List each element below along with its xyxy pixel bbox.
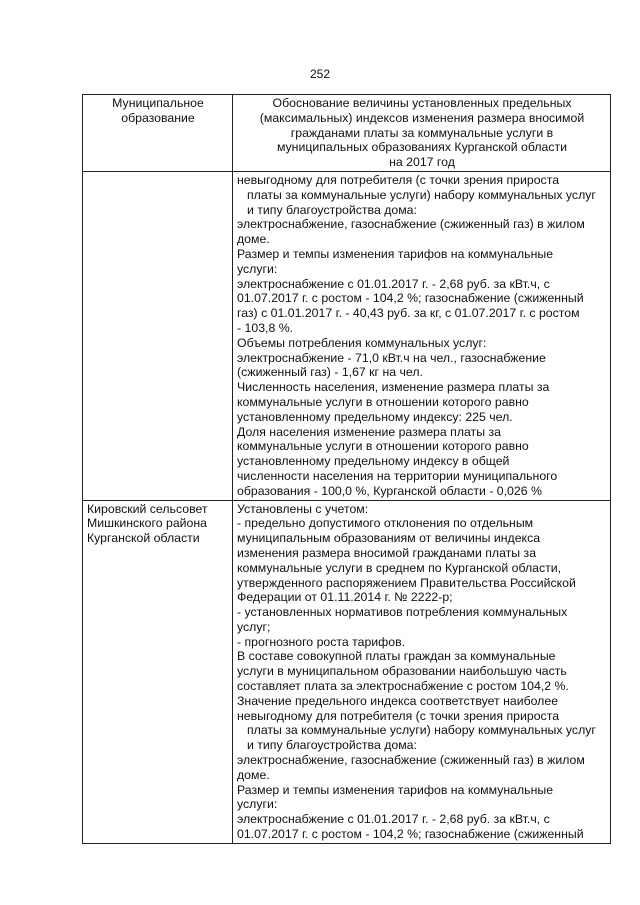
justification-text-line: услуги: [237,797,278,812]
justification-text-line: коммунальные услуги в отношении которого равно [237,394,529,409]
justification-text-line: услуги: [237,261,278,276]
justification-text-line: коммунальные услуги в отношении которого равно [237,439,529,454]
justification-text-line: невыгодному для потребителя (с точки зрения прироста [237,172,560,187]
justification-text-line: коммунальные услуги в среднем по Курганской области, [237,560,562,575]
justification-table [82,94,611,844]
justification-cell [233,500,611,843]
table-header-row [83,95,611,172]
justification-text-line: установленному предельному индексу в общей [237,454,510,469]
justification-text-line: Федерации от 01.11.2014 г. № 2222-р; [237,590,453,605]
justification-text-line: платы за коммунальные услуги) набору коммунальных услуг [247,723,596,738]
justification-text-line: электроснабжение, газоснабжение (сжиженный газ) в жилом [237,217,585,232]
header-text-line: муниципальных образованиях Курганской области [276,140,568,155]
justification-text-line: образования - 100,0 %, Курганской области - 0,026 % [237,483,542,498]
justification-text-line: электроснабжение с 01.01.2017 г. - 2,68 руб. за кВт.ч, с [237,276,550,291]
justification-text-line: - предельно допустимого отклонения по отдельным [237,516,534,531]
header-text-line: Обоснование величины установленных предельных [272,96,572,110]
justification-text-line: и типу благоустройства дома: [247,202,417,217]
justification-text-line: доме. [237,232,270,247]
header-municipality-cell [83,95,233,172]
justification-text-line: электроснабжение - 71,0 кВт.ч на чел., газоснабжение [237,350,546,365]
municipality-name-line: Кировский сельсовет [87,501,208,516]
header-text-line: (максимальных) индексов изменения размера вносимой [259,110,585,125]
justification-text-line: Размер и темпы изменения тарифов на коммунальные [237,246,554,261]
header-text-line: Муниципальное [112,96,204,110]
justification-text-line: установленному предельному индексу: 225 чел. [237,409,513,424]
header-text-line: на 2017 год [389,155,455,170]
justification-text-line: Значение предельного индекса соответствует наиболее [237,693,559,708]
justification-text-line: - установленных нормативов потребления коммунальных [237,605,568,620]
justification-text-line: - 103,8 %. [237,320,294,335]
justification-text-line: электроснабжение, газоснабжение (сжиженный газ) в жилом [237,753,585,768]
justification-text-line: Объемы потребления коммунальных услуг: [237,335,487,350]
justification-text-line: услуги в муниципальном образовании наибольшую часть [237,664,567,679]
justification-text-line: численности населения на территории муниципального [237,468,558,483]
justification-text-line: Установлены с учетом: [237,501,369,516]
justification-text-line: невыгодному для потребителя (с точки зрения прироста [237,708,560,723]
justification-text-line: газ) с 01.01.2017 г. - 40,43 руб. за кг, с 01.07.2017 г. с ростом [237,306,580,321]
justification-text-line: электроснабжение с 01.01.2017 г. - 2,68 руб. за кВт.ч, с [237,812,550,827]
municipality-cell [83,171,233,500]
table-row [83,500,611,843]
justification-text-line: 01.07.2017 г. с ростом - 104,2 %; газоснабжение (сжиженный [237,291,584,306]
justification-text-line: (сжиженный газ) - 1,67 кг на чел. [237,365,423,380]
municipality-name-line: Курганской области [87,531,200,546]
justification-text-line: изменения размера вносимой гражданами платы за [237,545,537,560]
justification-text-line: и типу благоустройства дома: [247,738,417,753]
justification-text-line: доме. [237,767,270,782]
header-text-line: гражданами платы за коммунальные услуги в [290,125,554,140]
justification-text-line: В составе совокупной платы граждан за коммунальные [237,649,556,664]
justification-text-line: Размер и темпы изменения тарифов на коммунальные [237,782,554,797]
justification-text-line: Доля населения изменение размера платы за [237,424,501,439]
page-number: 252 [309,67,331,81]
justification-text-line: услуг; [237,619,271,634]
header-text-line: образование [121,110,195,125]
justification-text-line: - прогнозного роста тарифов. [237,634,406,649]
justification-text-line: Численность населения, изменение размера платы за [237,380,550,395]
justification-text-line: 01.07.2017 г. с ростом - 104,2 %; газоснабжение (сжиженный [237,827,584,842]
table-row [83,171,611,500]
justification-cell [233,171,611,500]
justification-text-line: утвержденного распоряжением Правительства Российской [237,575,576,590]
header-justification-cell [233,95,611,172]
justification-text-line: муниципальным образованиям от величины индекса [237,531,541,546]
justification-text-line: составляет плата за электроснабжение с ростом 104,2 %. [237,679,569,694]
municipality-cell [83,500,233,843]
municipality-name-line: Мишкинского района [87,516,208,531]
justification-text-line: платы за коммунальные услуги) набору коммунальных услуг [247,187,596,202]
